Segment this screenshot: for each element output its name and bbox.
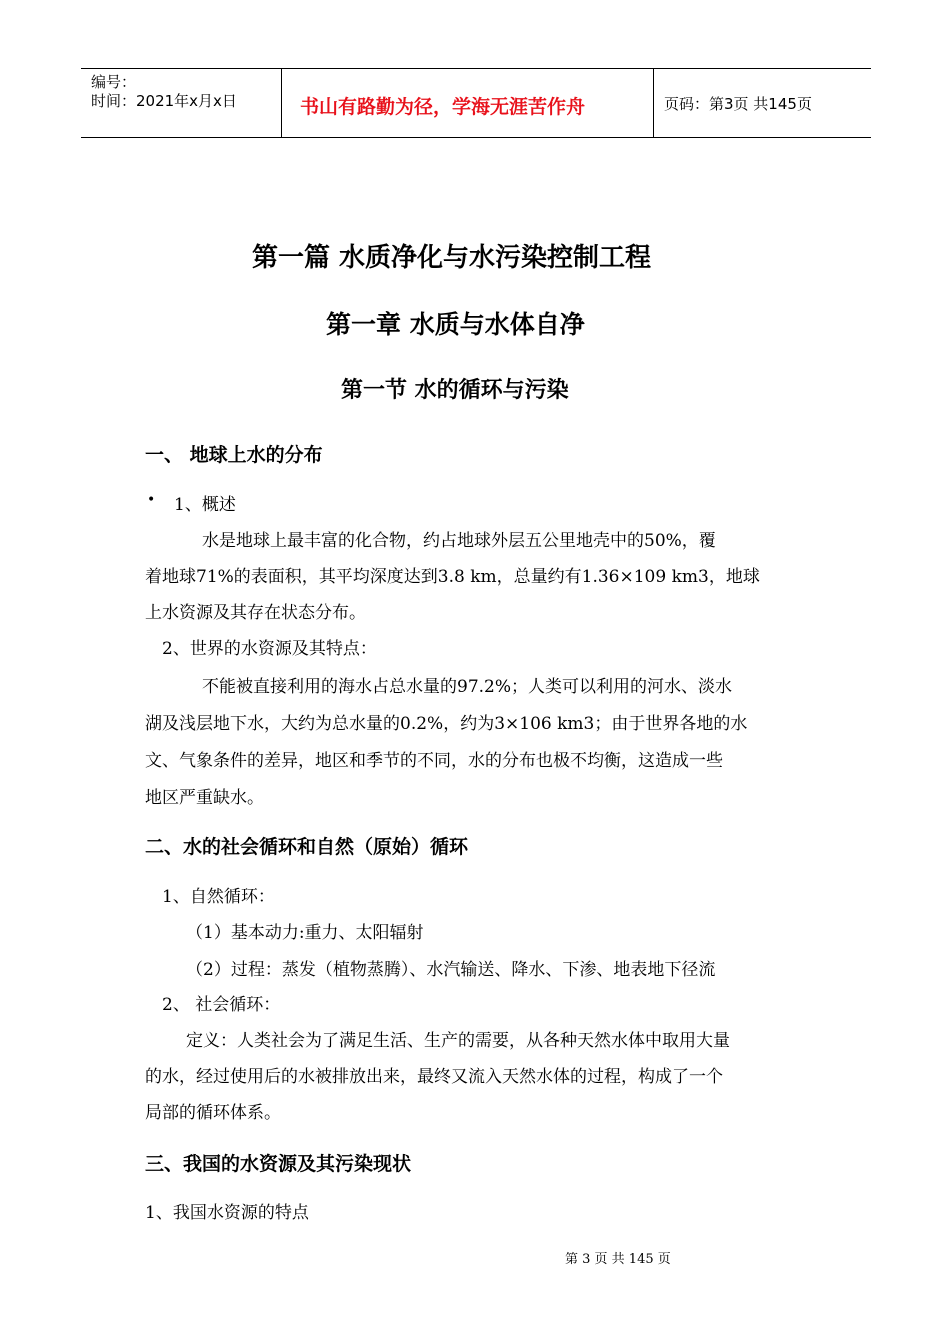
paragraph-line: 的水，经过使用后的水被排放出来，最终又流入天然水体的过程，构成了一个 [145,1067,723,1087]
list-item-china-features: 1、我国水资源的特点 [145,1203,309,1223]
header-motto: 书山有路勤为径，学海无涯苦作舟 [300,96,586,118]
heading-water-distribution: 一、 地球上水的分布 [145,444,323,466]
list-item-overview: 1、概述 [174,495,236,515]
paragraph-line: 着地球71%的表面积，其平均深度达到3.8 km，总量约有1.36×109 km3，地球 [145,567,760,587]
paragraph-line: 湖及浅层地下水，大约为总水量的0.2%，约为3×106 km3；由于世界各地的水 [145,714,748,734]
heading-water-cycles: 二、水的社会循环和自然（原始）循环 [145,836,469,858]
page-footer: 第 3 页 共 145 页 [565,1252,671,1267]
header-divider [653,69,654,137]
header-page-label: 页码：第3页 共145页 [664,95,812,113]
paragraph-line: 水是地球上最丰富的化合物，约占地球外层五公里地壳中的50%，覆 [202,531,716,551]
paragraph-line: 文、气象条件的差异，地区和季节的不同，水的分布也极不均衡，这造成一些 [145,751,723,771]
document-date-label: 时间：2021年x月x日 [91,92,237,110]
heading-china-water: 三、我国的水资源及其污染现状 [145,1153,412,1175]
document-number-label: 编号： [91,73,137,91]
list-subitem: （2）过程：蒸发（植物蒸腾）、水汽输送、降水、下渗、地表地下径流 [186,960,716,980]
paragraph-line: 上水资源及其存在状态分布。 [145,603,366,623]
header-divider [281,69,282,137]
section-title: 第一节 水的循环与污染 [341,378,569,403]
paragraph-line: 局部的循环体系。 [145,1103,281,1123]
list-subitem: （1）基本动力:重力、太阳辐射 [186,923,424,943]
part-title: 第一篇 水质净化与水污染控制工程 [252,243,652,273]
paragraph-line: 定义：人类社会为了满足生活、生产的需要，从各种天然水体中取用大量 [186,1031,730,1051]
paragraph-line: 地区严重缺水。 [145,788,264,808]
paragraph-line: 不能被直接利用的海水占总水量的97.2%；人类可以利用的河水、淡水 [202,677,733,697]
chapter-title: 第一章 水质与水体自净 [326,310,585,339]
bullet-icon: • [147,492,156,508]
list-item-social-cycle: 2、 社会循环： [162,995,281,1015]
list-item-natural-cycle: 1、自然循环： [162,887,275,907]
list-item-world-water: 2、世界的水资源及其特点： [162,639,377,659]
